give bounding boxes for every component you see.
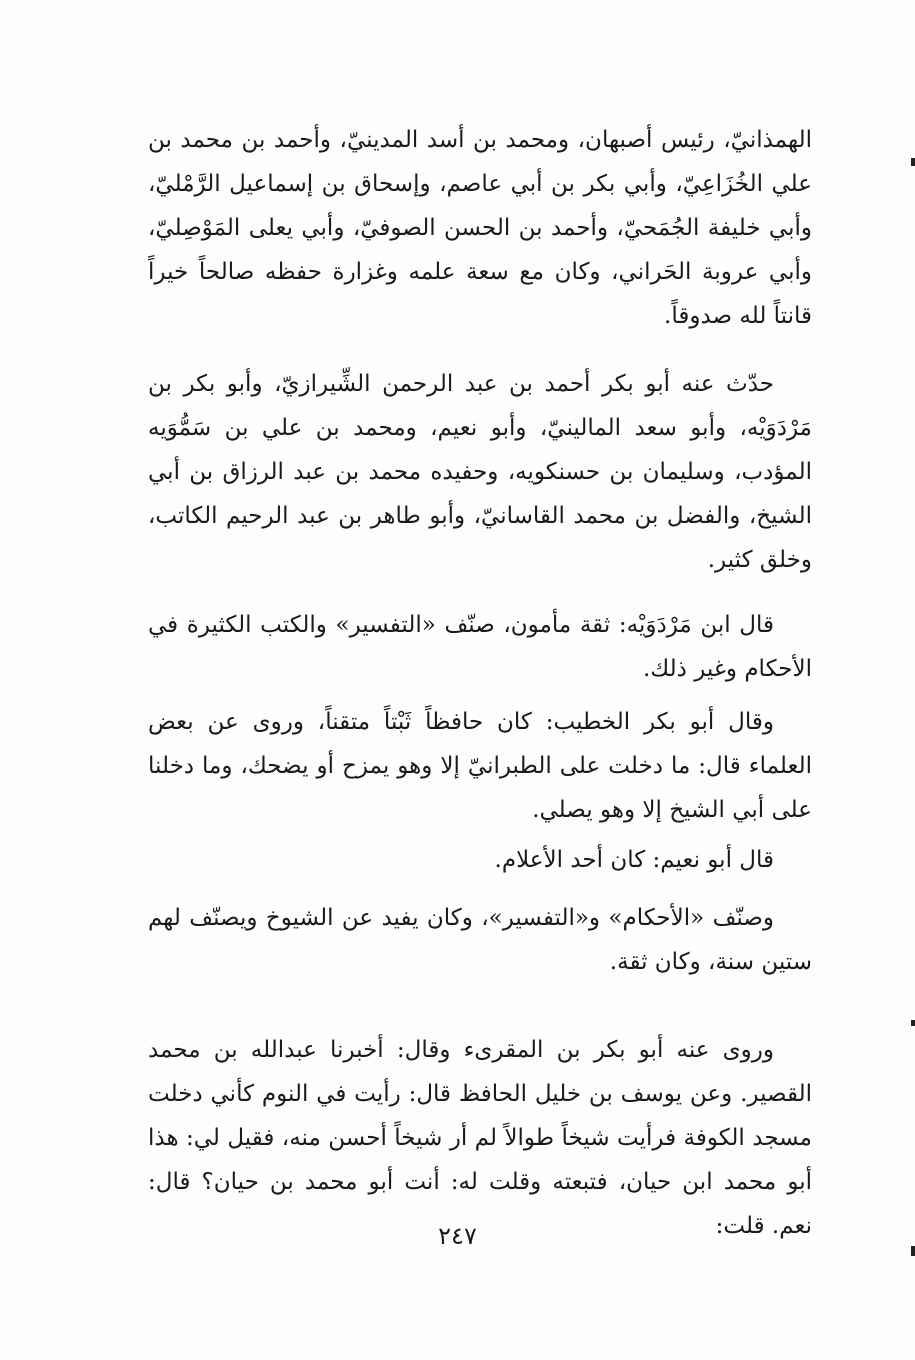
paragraph-works bbox=[148, 896, 812, 984]
paragraph-text: وصنّف «الأحكام» و«التفسير»، وكان يفيد عن الشيوخ ويصنّف لهم ستين سنة، وكان ثقة. bbox=[148, 905, 812, 975]
paragraph-text: قال أبو نعيم: كان أحد الأعلام. bbox=[494, 847, 774, 873]
edge-mark bbox=[911, 1246, 915, 1256]
paragraph-al-khatib bbox=[148, 700, 812, 832]
paragraph-abu-nuaym bbox=[148, 838, 812, 882]
page-number: ٢٤٧ bbox=[438, 1222, 477, 1250]
paragraph-text: وروى عنه أبو بكر بن المقرىء وقال: أخبرنا عبدالله بن محمد القصير. وعن يوسف بن خليل الحافظ قال: رأيت في النوم كأني دخلت مسجد الكوفة فرأيت شيخاً طوالاً لم أر شيخاً أحسن منه، فقيل لي: هذا أبو محمد ابن حيان، فتبعته وقلت له: أنت أبو محمد بن حيان؟ قال: نعم. قلت: bbox=[148, 1037, 812, 1239]
paragraph-teachers bbox=[148, 118, 812, 338]
paragraph-text: وقال أبو بكر الخطيب: كان حافظاً ثَبْتاً متقناً، وروى عن بعض العلماء قال: ما دخلت على الطبرانيّ إلا وهو يمزح أو يضحك، وما دخلنا على أبي الشيخ إلا وهو يصلي. bbox=[148, 709, 812, 823]
edge-mark bbox=[911, 158, 915, 166]
paragraph-dream-narration bbox=[148, 1028, 812, 1248]
paragraph-students bbox=[148, 362, 812, 582]
paragraph-text: حدّث عنه أبو بكر أحمد بن عبد الرحمن الشِّيرازيّ، وأبو بكر بن مَرْدَوَيْه، وأبو سعد المالينيّ، وأبو نعيم، ومحمد بن علي بن سَمُّوَيه المؤدب، وسليمان بن حسنكويه، وحفيده محمد بن عبد الرزاق بن أبي الشيخ، والفضل بن محمد القاسانيّ، وأبو طاهر بن عبد الرحيم الكاتب، وخلق كثير. bbox=[148, 371, 812, 573]
edge-mark bbox=[911, 1020, 915, 1026]
paragraph-text: قال ابن مَرْدَوَيْه: ثقة مأمون، صنّف «التفسير» والكتب الكثيرة في الأحكام وغير ذلك. bbox=[148, 612, 812, 682]
paragraph-text: الهمذانيّ، رئيس أصبهان، ومحمد بن أسد المدينيّ، وأحمد بن محمد بن علي الخُزَاعِيّ، وأبي بكر بن أبي عاصم، وإسحاق بن إسماعيل الرَّمْليّ، وأبي خليفة الجُمَحيّ، وأحمد بن الحسن الصوفيّ، وأبي يعلى المَوْصِليّ، وأبي عروبة الحَراني، وكان مع سعة علمه وغزارة حفظه صالحاً خيراً قانتاً لله صدوقاً. bbox=[148, 127, 812, 329]
paragraph-ibn-mardawayh bbox=[148, 603, 812, 691]
